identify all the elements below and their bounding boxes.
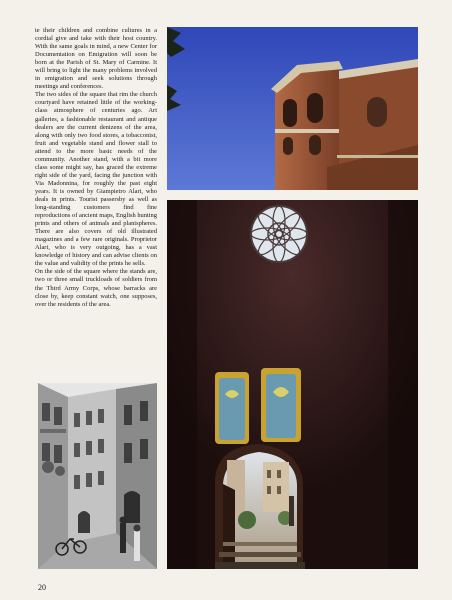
- article-text-column: [35, 27, 157, 409]
- church-interior-photo: [167, 200, 418, 569]
- article-paragraph: On the side of the square where the stands are, two or three small truckloads of soldiers from the Third Army Corps, whose barracks are close by, keep constant watch, one supposes, over the residents of the area.: [35, 268, 157, 308]
- article-paragraph: The two sides of the square that rim the church courtyard have retained little of the working-class atmosphere of centuries ago. Art galleries, a fashionable restaurant and antique dealers are the current denizens of the area, along with only two food stores, a tobacconist, fruit and vegetable stand and flower stall to attend to the more basic needs of the community. Another stand, with a bit more class some might say, has graced the extreme right side of the yard, facing the junction with Via Madonnina, for roughly the past eight years. It is owned by Giampietro Alari, who deals in prints. Tourist passersby as well as long-standing customers find fine reproductions of ancient maps, English hunting prints and others of animals and planispheres. There are also covers of old illustrated magazines and a few rare originals. Proprietor Alari, who is very outgoing, has a vast knowledge of history and can advise clients on the value and validity of the prints he sells.: [35, 91, 157, 268]
- rose-window-icon: [251, 206, 307, 262]
- page-number: 20: [38, 583, 46, 592]
- street-view-photo: [38, 383, 157, 569]
- bell-tower-photo: [167, 27, 418, 190]
- article-paragraph: te their children and combine cultures in a cordial give and take with their host country. With the same goals in mind, a new Center for Documentation on Emigration will soon be born at the Parish of St. Mary of Carmine. It will bring to light the many problems involved in emigration and seek solutions through meetings and conferences.: [35, 27, 157, 91]
